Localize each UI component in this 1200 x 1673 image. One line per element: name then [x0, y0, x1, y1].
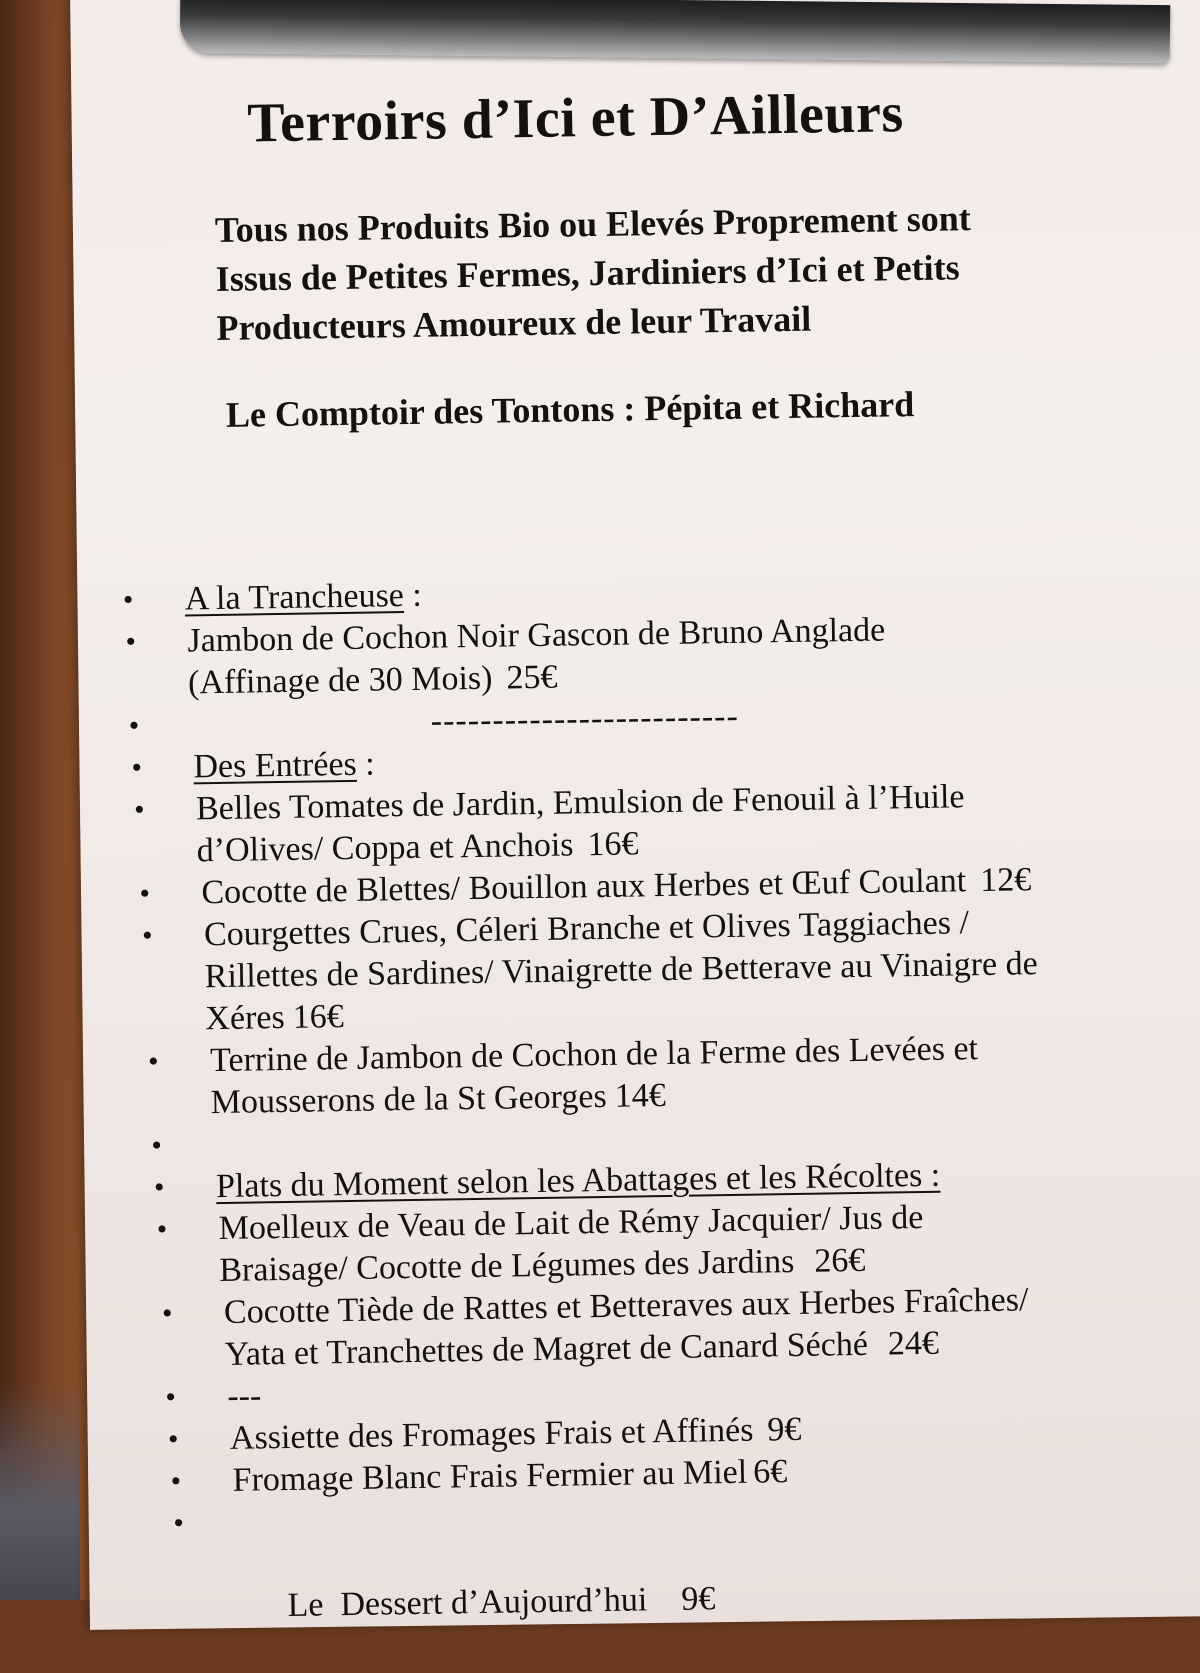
item-description: Jambon de Cochon Noir Gascon de Bruno Anglade — [187, 611, 886, 660]
item-description-cont: (Affinage de 30 Mois) — [187, 659, 493, 702]
section-heading-label: Plats du Moment selon les Abattages et les Récoltes : — [215, 1156, 941, 1206]
bullet-icon: • — [133, 793, 145, 827]
intro-line: Producteurs Amoureux de leur Travail — [216, 298, 812, 348]
item-description-cont: Mousserons de la St Georges — [210, 1077, 607, 1122]
intro-text — [215, 194, 973, 353]
item-description: Cocotte de Blettes/ Bouillon aux Herbes et Œuf Coulant — [201, 862, 967, 912]
section-heading-label: Des Entrées — [193, 745, 358, 786]
item-price: 9€ — [681, 1580, 716, 1618]
item-description-cont: d’Olives/ Coppa et Anchois — [196, 826, 574, 870]
bullet-icon: • — [173, 1506, 185, 1540]
bullet-icon: • — [122, 583, 134, 617]
bullet-icon: • — [153, 1170, 165, 1205]
bullet-icon: • — [167, 1422, 179, 1456]
item-description: Terrine de Jambon de Cochon de la Ferme des Levées et — [209, 1030, 979, 1080]
item-price: 6€ — [752, 1453, 788, 1491]
bullet-icon: • — [147, 1044, 159, 1079]
bullet-icon: • — [165, 1380, 177, 1414]
item-description: Fromage Blanc Frais Fermier au Miel — [232, 1453, 748, 1499]
item-description: Moelleux de Veau de Lait de Rémy Jacquier/ Jus de — [218, 1198, 924, 1248]
menu-item — [144, 1025, 1167, 1125]
item-price: 16€ — [292, 998, 344, 1036]
bullet-icon: • — [139, 877, 151, 911]
item-description-cont: Rillettes de Sardines/ Vinaigrette de Betterave au Vinaigre de — [204, 945, 1038, 996]
menu-item — [121, 605, 1160, 705]
item-price: 16€ — [587, 825, 639, 864]
bullet-icon: • — [151, 1128, 163, 1163]
intro-line: Issus de Petites Fermes, Jardiniers d’Ici et Petits — [215, 247, 960, 299]
item-description: Courgettes Crues, Céleri Branche et Olives Taggiaches / — [203, 904, 970, 954]
item-price: 25€ — [506, 658, 558, 697]
item-description: Assiette des Fromages Frais et Affinés — [229, 1411, 754, 1457]
item-description: Le Dessert d’Aujourd’hui — [287, 1581, 648, 1625]
bullet-icon: • — [125, 625, 137, 659]
menu-list — [118, 563, 1175, 1671]
bullet-icon: • — [170, 1464, 182, 1498]
separator-dashes: --- — [227, 1377, 262, 1415]
bullet-icon: • — [128, 709, 140, 743]
section-heading-label: A la Trancheuse — [184, 577, 405, 618]
item-price: 12€ — [979, 861, 1032, 900]
item-price: 24€ — [887, 1324, 940, 1363]
menu-item — [138, 899, 1166, 1041]
item-price: 14€ — [614, 1077, 666, 1115]
separator-dashes: ------------------------- — [430, 697, 740, 740]
menu-item — [169, 1487, 1176, 1671]
item-description-cont: Braisage/ Cocotte de Légumes des Jardins — [219, 1243, 795, 1290]
intro-line: Tous nos Produits Bio ou Elevés Proprement sont — [214, 198, 972, 250]
menu-title: Terroirs d’Ici et D’Ailleurs — [246, 82, 905, 155]
item-description: Cocotte Tiède de Rattes et Betteraves aux Herbes Fraîches/ — [223, 1281, 1029, 1331]
menu-item — [152, 1193, 1169, 1293]
owners-line: Le Comptoir des Tontons : Pépita et Richard — [225, 384, 915, 435]
item-description-cont: Yata et Tranchettes de Magret de Canard Séché — [224, 1325, 869, 1373]
item-description: Belles Tomates de Jardin, Emulsion de Fenouil à l’Huile — [195, 778, 965, 828]
item-description-cont: Xéres — [205, 998, 285, 1038]
item-price: 26€ — [813, 1241, 866, 1280]
menu-item — [130, 773, 1163, 873]
heading-colon: : — [356, 745, 375, 783]
item-price: 9€ — [767, 1410, 802, 1449]
bullet-icon: • — [161, 1296, 173, 1330]
bullet-icon: • — [156, 1212, 168, 1247]
bullet-icon: • — [131, 751, 143, 785]
bullet-icon: • — [141, 919, 153, 953]
heading-colon: : — [403, 576, 423, 615]
menu-item — [158, 1277, 1171, 1377]
